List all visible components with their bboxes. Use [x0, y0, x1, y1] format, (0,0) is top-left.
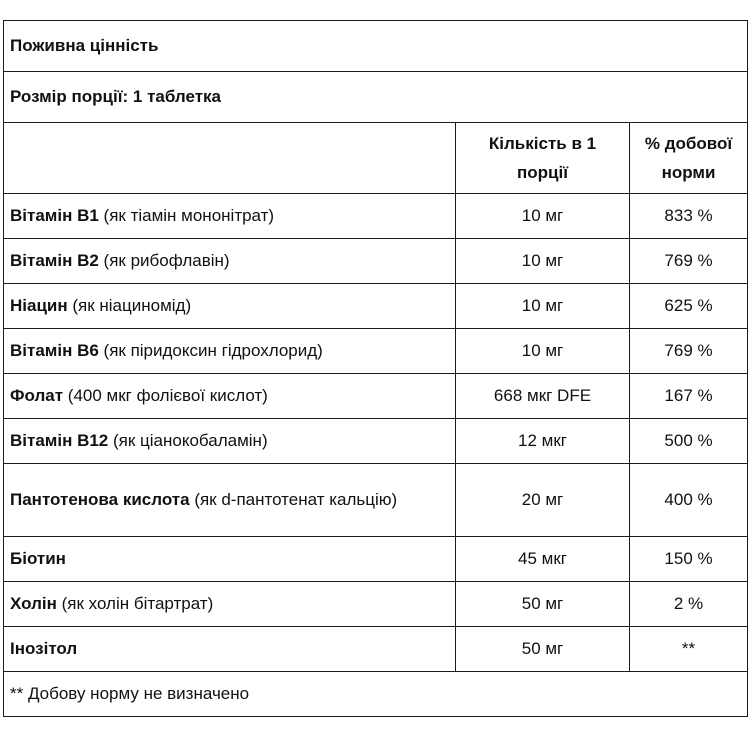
nutrient-detail: (як ніациномід) [72, 296, 192, 315]
nutrient-amount: 10 мг [456, 284, 630, 329]
nutrient-daily-value: 625 % [630, 284, 748, 329]
serving-size-row [4, 72, 748, 123]
table-row [4, 582, 748, 627]
nutrient-name: Біотин [10, 549, 66, 568]
nutrient-amount: 12 мкг [456, 419, 630, 464]
header-daily-value: % добової норми [630, 123, 748, 194]
nutrient-name-cell [4, 239, 456, 284]
nutrient-name-cell [4, 329, 456, 374]
nutrient-detail: (як рибофлавін) [103, 251, 230, 270]
nutrient-name: Вітамін B1 [10, 206, 99, 225]
header-amount-per-serving: Кількість в 1 порції [456, 123, 630, 194]
table-title: Поживна цінність [4, 21, 748, 72]
nutrient-name: Вітамін B6 [10, 341, 99, 360]
nutrient-amount: 20 мг [456, 464, 630, 537]
nutrient-amount: 10 мг [456, 194, 630, 239]
nutrient-amount: 10 мг [456, 329, 630, 374]
nutrient-daily-value: 769 % [630, 329, 748, 374]
table-row [4, 194, 748, 239]
nutrient-name: Холін [10, 594, 57, 613]
nutrient-amount: 50 мг [456, 627, 630, 672]
nutrient-name: Інозітол [10, 639, 78, 658]
table-row [4, 464, 748, 537]
nutrient-name-cell [4, 284, 456, 329]
nutrient-detail: (як d-пантотенат кальцію) [194, 490, 398, 509]
nutrient-name-cell [4, 627, 456, 672]
nutrient-name-cell [4, 537, 456, 582]
nutrient-detail: (як холін бітартрат) [61, 594, 214, 613]
header-empty-cell [4, 123, 456, 194]
table-row [4, 419, 748, 464]
table-row [4, 627, 748, 672]
nutrient-daily-value: 400 % [630, 464, 748, 537]
nutrient-daily-value: 2 % [630, 582, 748, 627]
table-row [4, 329, 748, 374]
nutrient-detail: (як тіамін мононітрат) [103, 206, 275, 225]
nutrient-amount: 50 мг [456, 582, 630, 627]
table-title-row [4, 21, 748, 72]
nutrient-name-cell [4, 194, 456, 239]
footnote: ** Добову норму не визначено [4, 672, 748, 717]
nutrient-daily-value: 833 % [630, 194, 748, 239]
nutrient-daily-value: ** [630, 627, 748, 672]
table-row [4, 284, 748, 329]
nutrient-name: Пантотенова кислота [10, 490, 190, 509]
nutrition-facts-table [3, 20, 748, 717]
nutrient-daily-value: 769 % [630, 239, 748, 284]
serving-size: Розмір порції: 1 таблетка [4, 72, 748, 123]
nutrient-name-cell [4, 464, 456, 537]
nutrient-name: Вітамін B2 [10, 251, 99, 270]
nutrient-amount: 45 мкг [456, 537, 630, 582]
nutrient-detail: (як піридоксин гідрохлорид) [103, 341, 323, 360]
nutrient-daily-value: 500 % [630, 419, 748, 464]
nutrient-amount: 668 мкг DFE [456, 374, 630, 419]
nutrient-detail: (як ціанокобаламін) [113, 431, 268, 450]
nutrient-daily-value: 150 % [630, 537, 748, 582]
table-row [4, 537, 748, 582]
table-row [4, 239, 748, 284]
nutrient-name-cell [4, 419, 456, 464]
nutrient-name: Ніацин [10, 296, 68, 315]
table-row [4, 374, 748, 419]
nutrient-amount: 10 мг [456, 239, 630, 284]
nutrient-name: Фолат [10, 386, 64, 405]
nutrient-detail: (400 мкг фолієвої кислот) [67, 386, 268, 405]
footnote-row [4, 672, 748, 717]
column-header-row [4, 123, 748, 194]
nutrient-name-cell [4, 374, 456, 419]
nutrient-name-cell [4, 582, 456, 627]
nutrient-daily-value: 167 % [630, 374, 748, 419]
nutrient-name: Вітамін B12 [10, 431, 109, 450]
